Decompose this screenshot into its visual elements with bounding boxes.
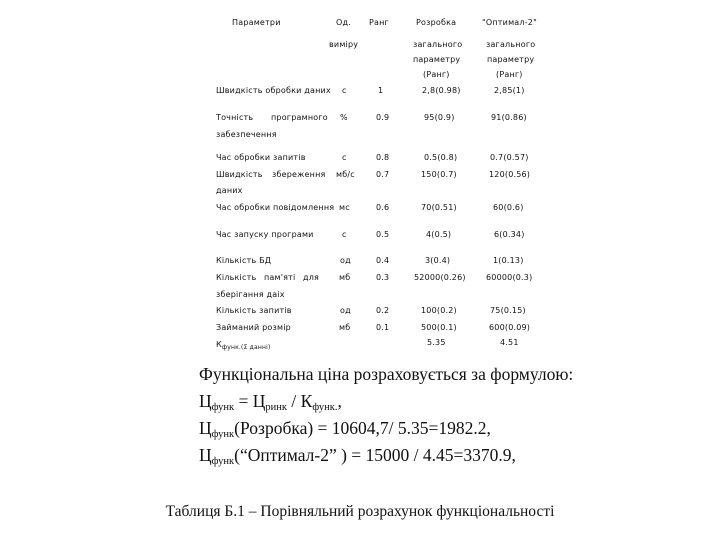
row-param-2: програмного xyxy=(271,113,328,122)
row-opt: 60000(0.3) xyxy=(486,273,533,282)
row-dev: 52000(0.26) xyxy=(414,273,466,282)
row-opt: 75(0.15) xyxy=(490,306,526,315)
row-opt: 600(0.09) xyxy=(489,323,531,332)
row-param-2: пам'яті xyxy=(264,273,296,282)
row-dev: 3(0.4) xyxy=(425,256,451,265)
row-param: Час обробки запитів xyxy=(216,153,306,162)
row-opt: 91(0.86) xyxy=(491,113,527,122)
row-param-2b: для xyxy=(303,273,320,282)
header-opt-1: "Оптимал-2" xyxy=(482,18,537,27)
formula-block xyxy=(199,361,573,469)
row-dev: 70(0.51) xyxy=(421,203,457,212)
formula-intro: Функціональна ціна розраховується за формулою: xyxy=(199,364,574,384)
row-param: Швидкість обробки даних xyxy=(216,86,331,95)
row-dev: 0.5(0.8) xyxy=(424,153,458,162)
row-param: Займаний розмір xyxy=(216,323,291,332)
row-dev: 95(0.9) xyxy=(424,113,455,122)
row-opt: 2,85(1) xyxy=(494,86,525,95)
header-opt-3: параметру xyxy=(487,55,535,64)
row-unit: од xyxy=(340,306,351,315)
row-dev: 100(0.2) xyxy=(421,306,457,315)
header-opt-2: загального xyxy=(486,40,536,49)
row-rank: 0.5 xyxy=(376,230,390,239)
row-param: Кількість запитів xyxy=(216,306,292,315)
row-rank: 0.3 xyxy=(376,273,390,282)
row-param: Швидкість xyxy=(216,170,263,179)
row-opt: 60(0.6) xyxy=(493,203,524,212)
total-opt: 4.51 xyxy=(500,338,519,347)
total-dev: 5.35 xyxy=(427,338,446,347)
row-dev: 500(0.1) xyxy=(421,323,457,332)
row-unit: с xyxy=(342,153,347,162)
row-param: Точність xyxy=(216,113,254,122)
row-rank: 0.4 xyxy=(376,256,390,265)
row-opt: 1(0.13) xyxy=(493,256,524,265)
header-dev-4: (Ранг) xyxy=(423,70,450,79)
header-unit-1: Од. xyxy=(336,18,351,27)
row-rank: 0.1 xyxy=(376,323,390,332)
formula-development: $Ц_{функ}(Розробка) = 10604,7/$ 5.35=1982.2, xyxy=(199,418,491,440)
row-dev: 4(0.5) xyxy=(426,230,452,239)
header-dev-1: Розробка xyxy=(416,18,457,27)
row-param-2: збереження xyxy=(272,170,326,179)
header-dev-3: параметру xyxy=(413,55,461,64)
row-opt: 0.7(0.57) xyxy=(490,153,529,162)
row-param-3: зберігання даіх xyxy=(216,290,285,299)
table-caption: Таблиця Б.1 – Порівняльний розрахунок функціональності xyxy=(165,503,555,520)
row-unit: % xyxy=(340,113,348,122)
total-label: $К_{функ.(\Sigma данні)}$ xyxy=(216,340,271,351)
row-rank: 0.7 xyxy=(376,170,390,179)
row-param-3: даних xyxy=(216,186,243,195)
header-opt-4: (Ранг) xyxy=(496,70,523,79)
row-rank: 0.8 xyxy=(376,153,390,162)
row-unit: с xyxy=(342,230,347,239)
row-unit: мб xyxy=(339,273,351,282)
row-unit: мб/с xyxy=(336,170,355,179)
row-unit: од xyxy=(340,256,351,265)
row-param: Кількість xyxy=(216,273,257,282)
row-unit: мб xyxy=(339,323,351,332)
row-param: Час запуску програми xyxy=(216,230,314,239)
row-opt: 6(0.34) xyxy=(494,230,525,239)
header-params: Параметри xyxy=(232,18,281,27)
row-opt: 120(0.56) xyxy=(489,170,531,179)
formula-general: $Ц_{функ} = Ц_{ринк} / К_{функ.}$, xyxy=(199,391,342,413)
row-unit: с xyxy=(342,86,347,95)
row-rank: 0.9 xyxy=(376,113,390,122)
header-unit-2: виміру xyxy=(329,40,359,49)
header-rank: Ранг xyxy=(369,18,389,27)
row-param: Час обробки повідомлення xyxy=(216,203,335,212)
header-dev-2: загального xyxy=(413,40,463,49)
row-param: Кількість БД xyxy=(216,256,272,265)
row-unit: мс xyxy=(339,203,350,212)
row-rank: 0.2 xyxy=(376,306,390,315)
row-dev: 150(0.7) xyxy=(421,170,457,179)
row-rank: 1 xyxy=(378,86,384,95)
row-param-3: забезпечення xyxy=(216,130,277,139)
row-dev: 2,8(0.98) xyxy=(422,86,461,95)
formula-optimal: $Ц_{функ}(“Оптимал-2$” ) = 15000 / 4.45=3370.9, xyxy=(199,445,516,467)
row-rank: 0.6 xyxy=(376,203,390,212)
